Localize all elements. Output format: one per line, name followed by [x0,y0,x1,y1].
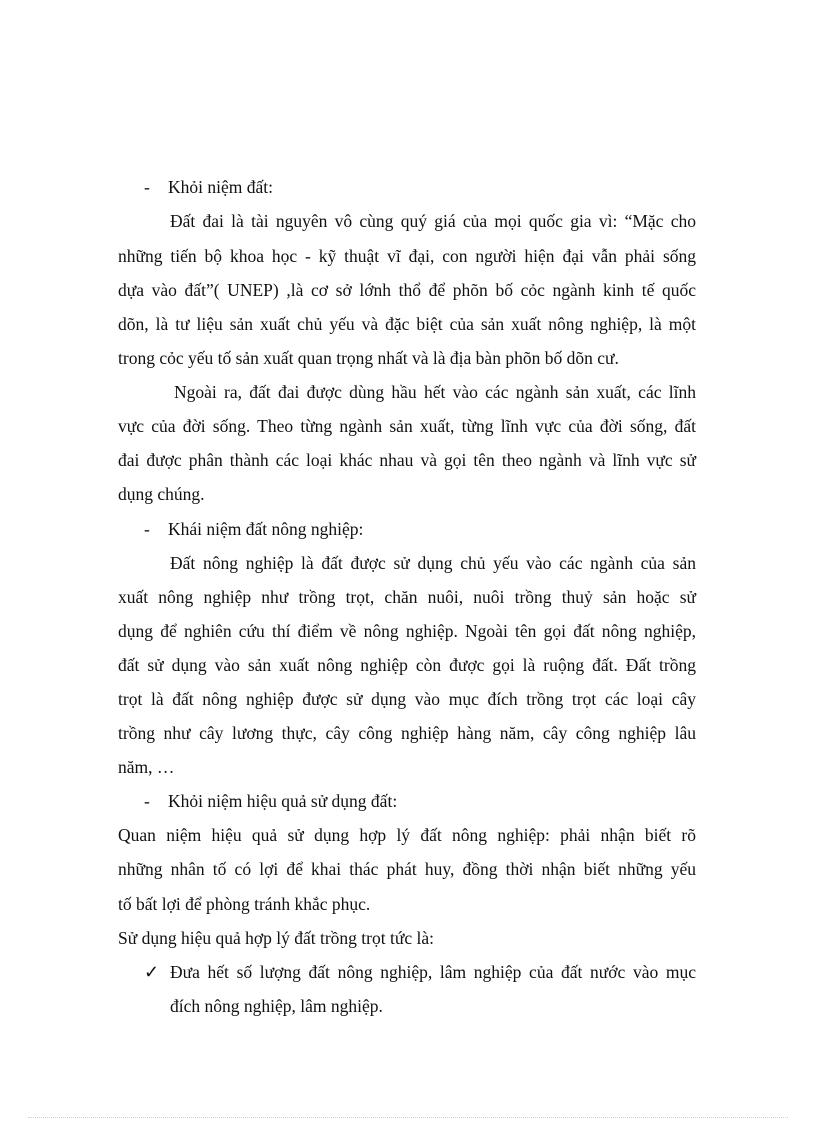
dash-bullet: - [144,177,150,197]
paragraph-line: tố bất lợi để phòng tránh khắc phục. [118,894,371,914]
paragraph-line: dựa vào đất”( UNEP) ,là cơ sở lớnh thổ để phõn bố cỏc ngành kinh tế quốc [118,280,696,300]
footer-divider [28,1117,788,1118]
dash-bullet: - [144,791,150,811]
paragraph-line: năm, … [118,757,175,777]
paragraph-line: Ngoài ra, đất đai được dùng hầu hết vào các ngành sản xuất, các lĩnh [174,382,696,402]
paragraph-line: những nhân tố có lợi để khai thác phát huy, đồng thời nhận biết những yếu [118,859,696,879]
list-item-line: Đưa hết số lượng đất nông nghiệp, lâm nghiệp của đất nước vào mục [170,962,696,982]
section-heading: Khỏi niệm hiệu quả sử dụng đất: [168,791,398,811]
paragraph-line: Đất nông nghiệp là đất được sử dụng chủ yếu vào các ngành của sản [170,553,696,573]
section-heading: Khái niệm đất nông nghiệp: [168,519,364,539]
paragraph-line: Đất đai là tài nguyên vô cùng quý giá của mọi quốc gia vì: “Mặc cho [170,211,696,231]
checkmark-bullet-icon: ✓ [144,962,160,982]
paragraph-line: đất sử dụng vào sản xuất nông nghiệp còn được gọi là ruộng đất. Đất trồng [118,655,696,675]
paragraph-line: dụng chúng. [118,484,205,504]
paragraph-line: Quan niệm hiệu quả sử dụng hợp lý đất nông nghiệp: phải nhận biết rõ [118,825,696,845]
paragraph-line: đai được phân thành các loại khác nhau và gọi tên theo ngành và lĩnh vực sử [118,450,696,470]
paragraph-line: trong cỏc yếu tố sản xuất quan trọng nhất và là địa bàn phõn bố dõn cư. [118,348,619,368]
dash-bullet: - [144,519,150,539]
paragraph-line: dụng để nghiên cứu thí điểm về nông nghiệp. Ngoài tên gọi đất nông nghiệp, [118,621,696,641]
section-heading: Khỏi niệm đất: [168,177,273,197]
paragraph-line: vực của đời sống. Theo từng ngành sản xuất, từng lĩnh vực của đời sống, đất [118,416,696,436]
paragraph-line: xuất nông nghiệp như trồng trọt, chăn nuôi, nuôi trồng thuỷ sản hoặc sử [118,587,696,607]
paragraph-line: trọt là đất nông nghiệp được sử dụng vào mục đích trồng trọt các loại cây [118,689,696,709]
paragraph-line: trồng như cây lương thực, cây công nghiệp hàng năm, cây công nghiệp lâu [118,723,696,743]
paragraph-line: dõn, là tư liệu sản xuất chủ yếu và đặc biệt của sản xuất nông nghiệp, là một [118,314,696,334]
paragraph-line: những tiến bộ khoa học - kỹ thuật vĩ đại, con người hiện đại vẫn phải sống [118,246,696,266]
list-item-line: đích nông nghiệp, lâm nghiệp. [170,996,383,1016]
paragraph-line: Sử dụng hiệu quả hợp lý đất trồng trọt tức là: [118,928,434,948]
